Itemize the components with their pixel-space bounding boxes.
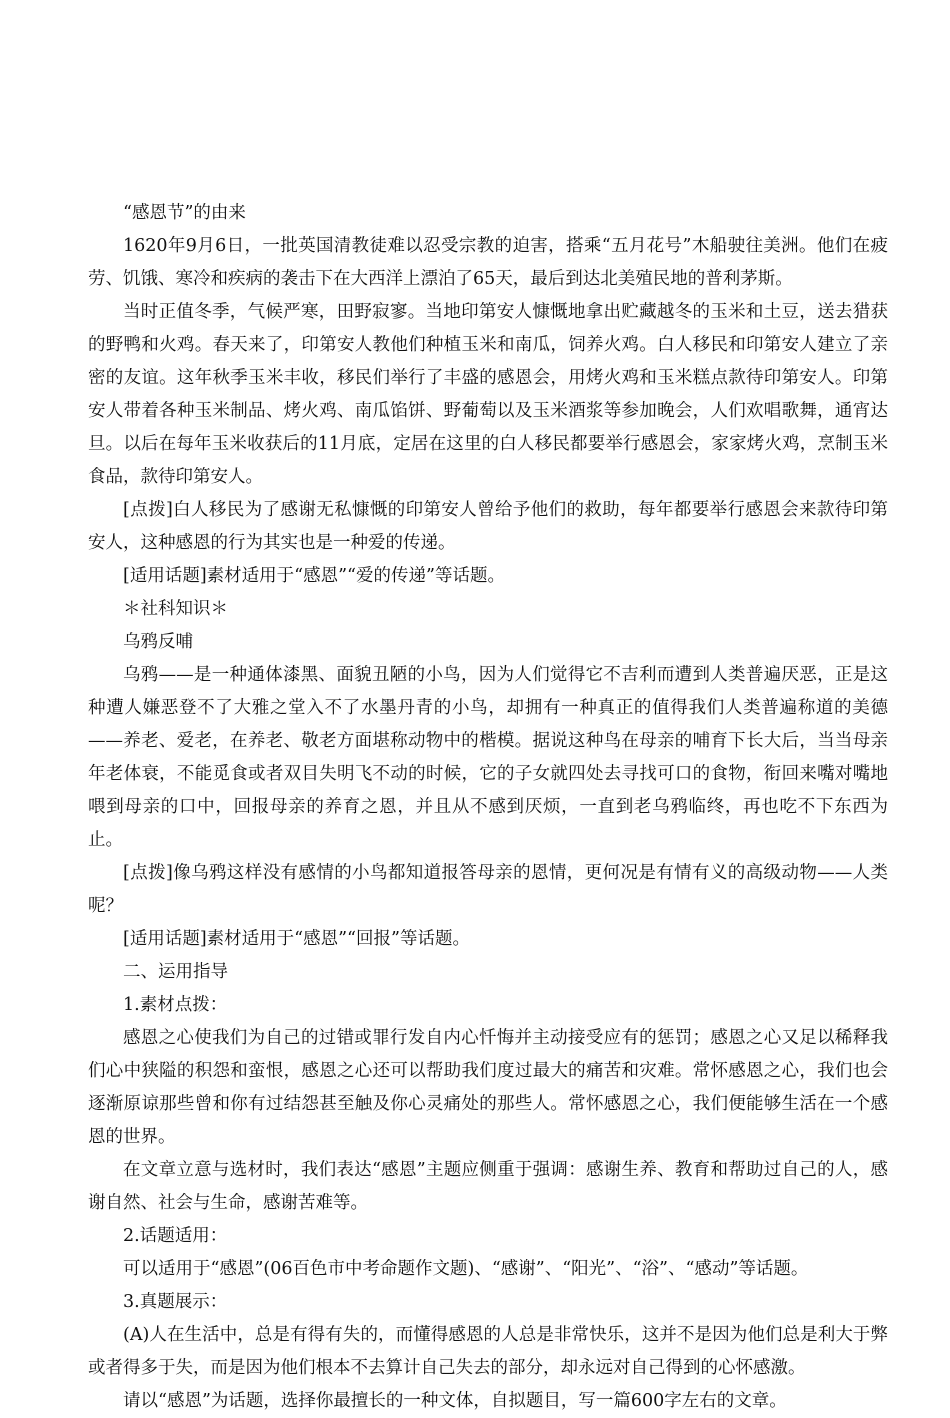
section-title-crow: 乌鸦反哺 bbox=[123, 632, 193, 652]
subheading: 2.话题适用： bbox=[123, 1226, 228, 1246]
section-marker-social-science: ＊社科知识＊ bbox=[123, 599, 228, 619]
section-title-thanksgiving-origin: “感恩节”的由来 bbox=[123, 203, 246, 223]
subheading: 1.素材点拨： bbox=[123, 995, 228, 1015]
paragraph: 当时正值冬季，气候严寒，田野寂寥。当地印第安人慷慨地拿出贮藏越冬的玉米和土豆，送去猎获的野鸭和火鸡。春天来了，印第安人教他们种植玉米和南瓜，饲养火鸡。白人移民和印第安人建立了亲密的友谊。这年秋季玉米丰收，移民们举行了丰盛的感恩会，用烤火鸡和玉米糕点款待印第安人。印第安人带着各种玉米制品、烤火鸡、南瓜馅饼、野葡萄以及玉米酒浆等参加晚会，人们欢唱歌舞，通宵达旦。以后在每年玉米收获后的11月底，定居在这里的白人移民都要举行感恩会，家家烤火鸡，烹制玉米食品，款待印第安人。 bbox=[88, 302, 888, 487]
paragraph: 感恩之心使我们为自己的过错或罪行发自内心忏悔并主动接受应有的惩罚；感恩之心又足以稀释我们心中狭隘的积怨和蛮恨，感恩之心还可以帮助我们度过最大的痛苦和灾难。常怀感恩之心，我们也会逐渐原谅那些曾和你有过结怨甚至触及你心灵痛处的那些人。常怀感恩之心，我们便能够生活在一个感恩的世界。 bbox=[88, 1028, 888, 1147]
applicable-topic: [适用话题]素材适用于“感恩”“回报”等话题。 bbox=[123, 929, 470, 949]
paragraph: 在文章立意与选材时，我们表达“感恩”主题应侧重于强调：感谢生养、教育和帮助过自己的人，感谢自然、社会与生命，感谢苦难等。 bbox=[88, 1160, 888, 1213]
paragraph: 请以“感恩”为话题，选择你最擅长的一种文体，自拟题目，写一篇600字左右的文章。 bbox=[123, 1391, 787, 1411]
commentary-paragraph: [点拨]像乌鸦这样没有感情的小鸟都知道报答母亲的恩情，更何况是有情有义的高级动物——人类呢？ bbox=[88, 863, 888, 916]
paragraph: 可以适用于“感恩”(06百色市中考命题作文题)、“感谢”、“阳光”、“浴”、“感动”等话题。 bbox=[123, 1259, 809, 1279]
paragraph: (A)人在生活中，总是有得有失的，而懂得感恩的人总是非常快乐，这并不是因为他们总是利大于弊或者得多于失，而是因为他们根本不去算计自己失去的部分，却永远对自己得到的心怀感激。 bbox=[88, 1325, 888, 1378]
paragraph: 1620年9月6日，一批英国清教徒难以忍受宗教的迫害，搭乘“五月花号”木船驶往美洲。他们在疲劳、饥饿、寒冷和疾病的袭击下在大西洋上漂泊了65天，最后到达北美殖民地的普利茅斯。 bbox=[88, 236, 888, 289]
paragraph: 乌鸦——是一种通体漆黑、面貌丑陋的小鸟，因为人们觉得它不吉利而遭到人类普遍厌恶，正是这种遭人嫌恶登不了大雅之堂入不了水墨丹青的小鸟，却拥有一种真正的值得我们人类普遍称道的美德——养老、爱老，在养老、敬老方面堪称动物中的楷模。据说这种鸟在母亲的哺育下长大后，当当母亲年老体衰，不能觅食或者双目失明飞不动的时候，它的子女就四处去寻找可口的食物，衔回来嘴对嘴地喂到母亲的口中，回报母亲的养育之恩，并且从不感到厌烦，一直到老乌鸦临终，再也吃不下东西为止。 bbox=[88, 665, 888, 850]
applicable-topic: [适用话题]素材适用于“感恩”“爱的传递”等话题。 bbox=[123, 566, 505, 586]
subheading: 3.真题展示： bbox=[123, 1292, 228, 1312]
document-body bbox=[88, 197, 888, 1418]
commentary-paragraph: [点拨]白人移民为了感谢无私慷慨的印第安人曾给予他们的救助，每年都要举行感恩会来款待印第安人，这种感恩的行为其实也是一种爱的传递。 bbox=[88, 500, 888, 553]
section-heading-guidance: 二、运用指导 bbox=[123, 962, 228, 982]
